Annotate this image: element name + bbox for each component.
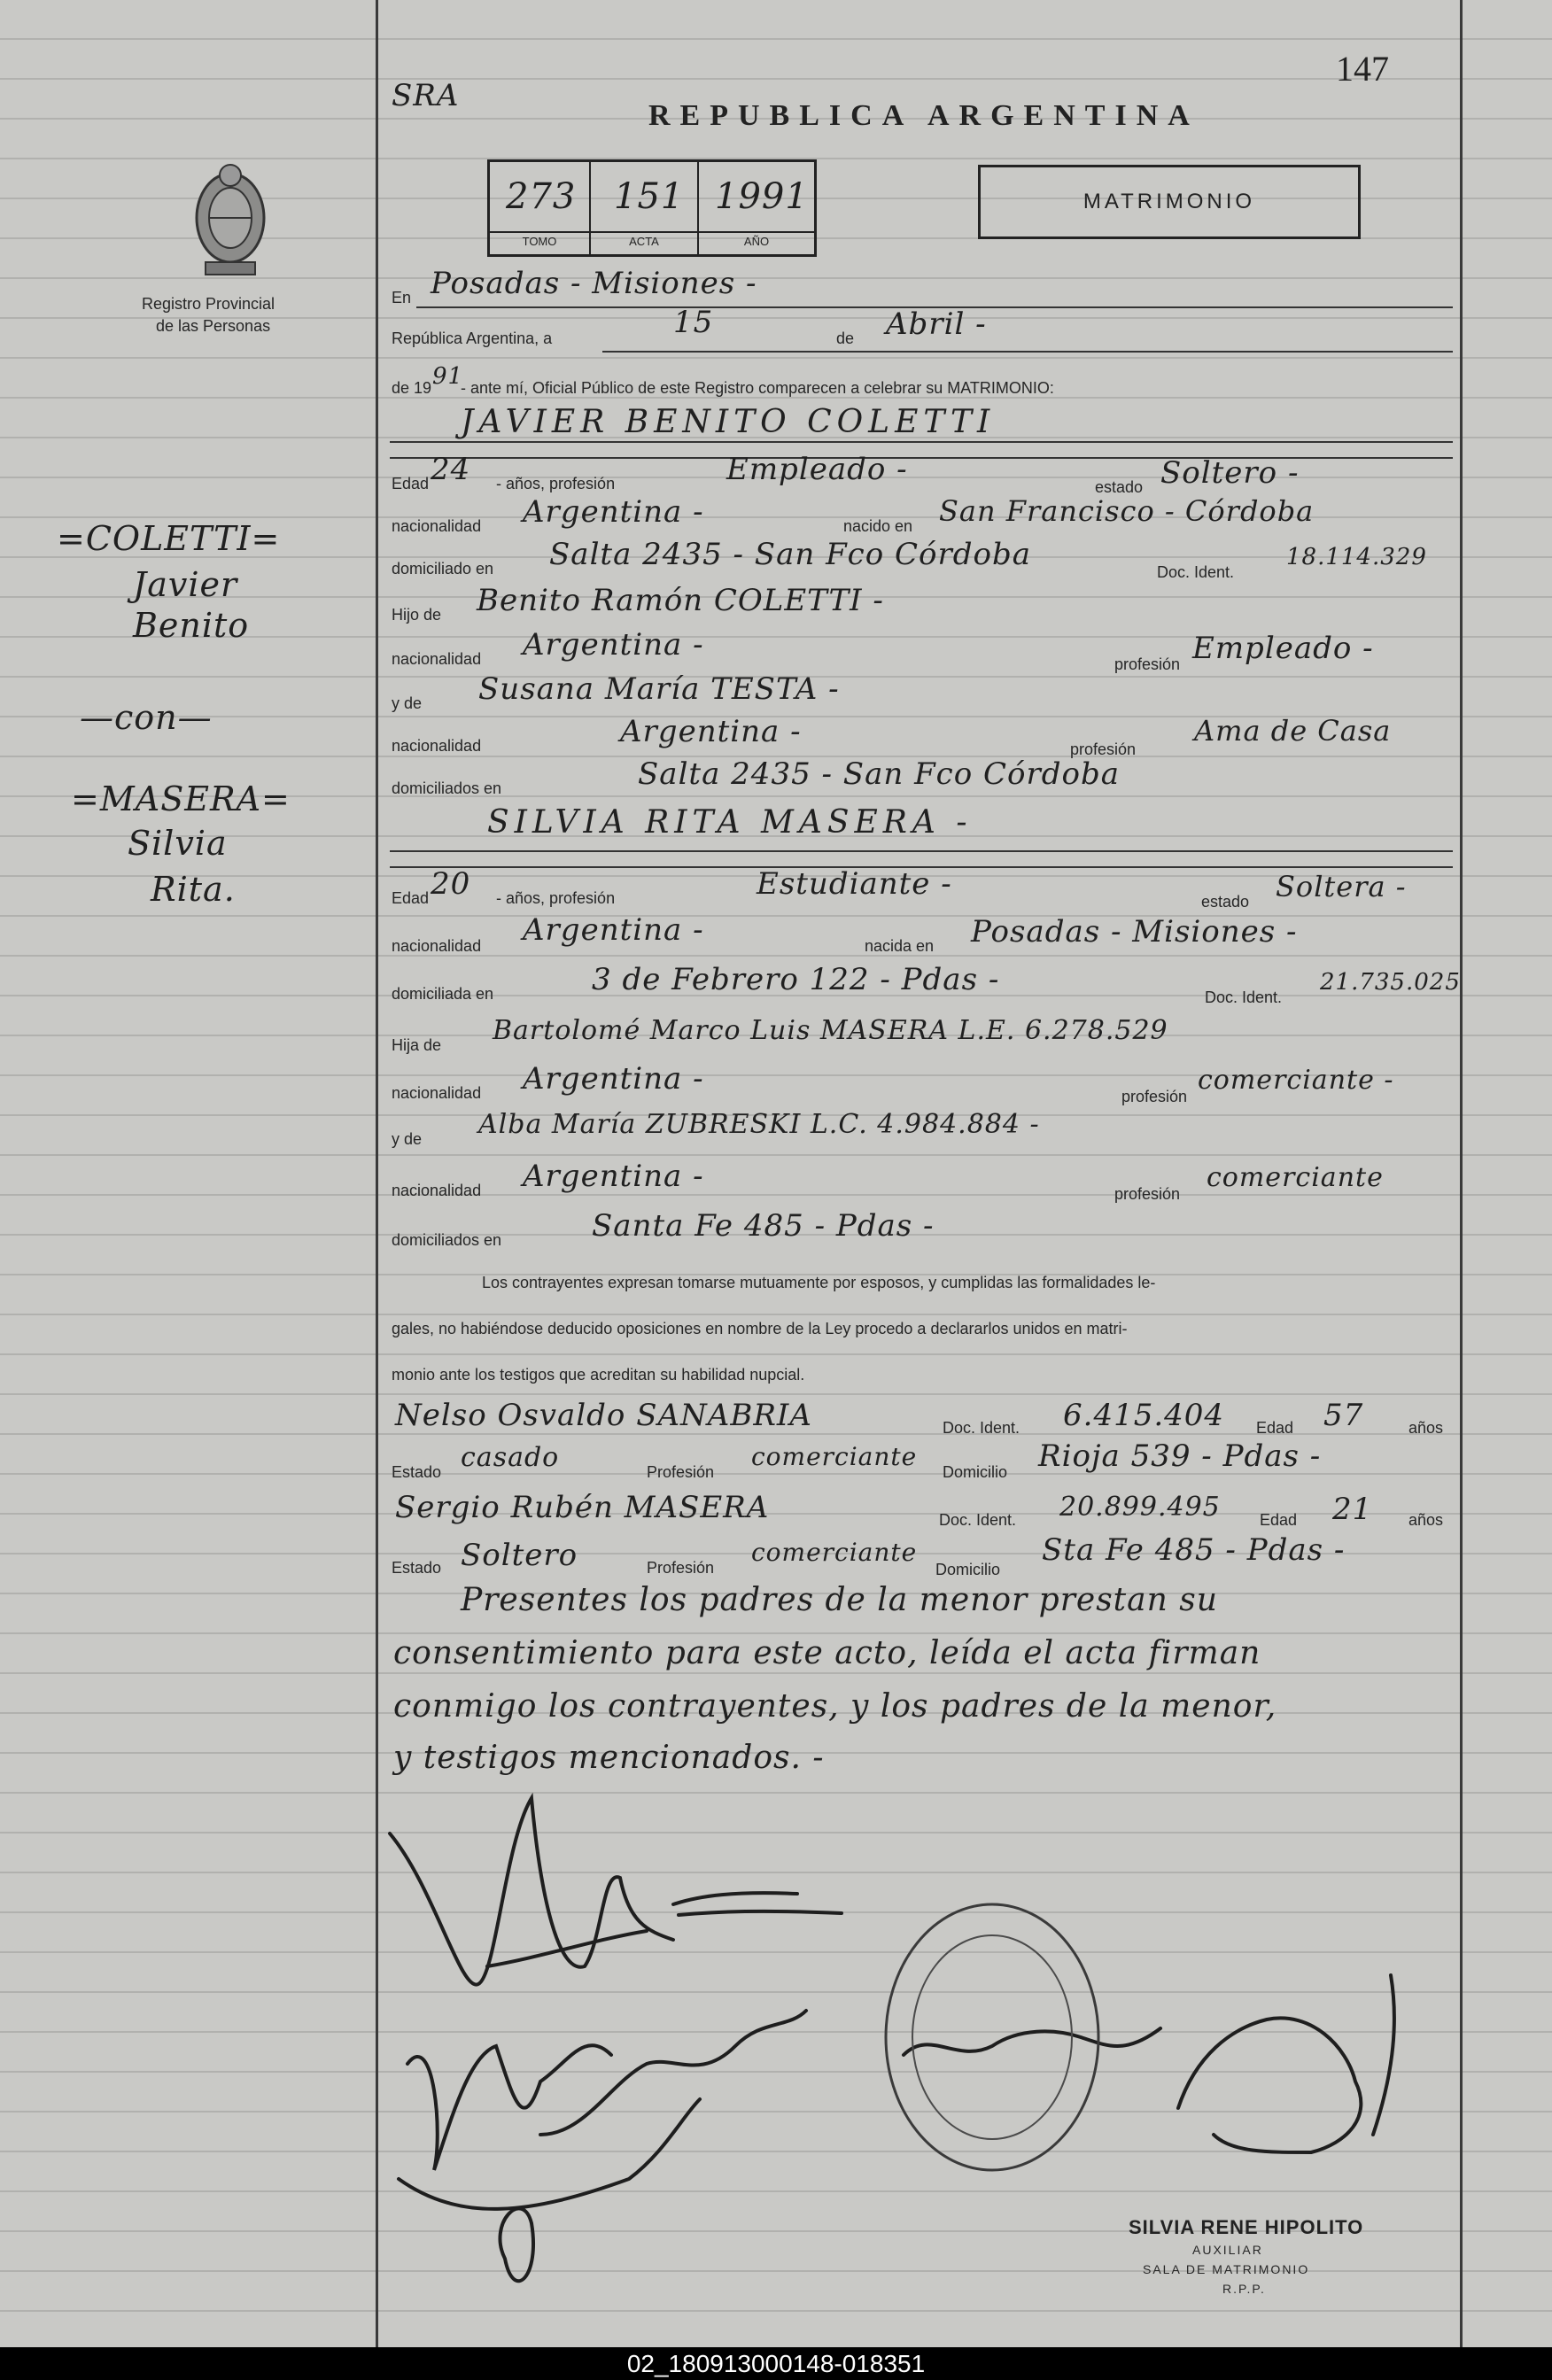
witness2-estado: Soltero	[461, 1538, 578, 1573]
bride-anos-profesion-label: - años, profesión	[496, 889, 616, 907]
witness2-edad: 21	[1332, 1492, 1373, 1527]
groom-hijo-label: Hijo de	[392, 606, 442, 624]
legal-line2: gales, no habiéndose deducido oposiciones en nombre de la Ley procedo a declararlos unidos en matri-	[392, 1320, 1128, 1337]
page-number: 147	[1336, 49, 1389, 89]
margin-rule-right	[1460, 0, 1463, 2347]
ano-label: AÑO	[743, 235, 770, 248]
initials-mark: SRA	[392, 78, 460, 113]
groom-padre-nac-label: nacionalidad	[392, 650, 482, 668]
witness1-anos-label: años	[1408, 1419, 1444, 1437]
legal-line1: Los contrayentes expresan tomarse mutuamente por esposos, y cumplidas las formalidades le-	[482, 1274, 1156, 1291]
groom-domiciliados: Salta 2435 - San Fco Córdoba	[638, 756, 1120, 792]
bride-padre-nac-label: nacionalidad	[392, 1084, 482, 1102]
groom-madre-prof: Ama de Casa	[1194, 714, 1392, 748]
groom-nacionalidad: Argentina -	[523, 494, 704, 530]
margin-con: —con—	[80, 698, 213, 737]
bride-madre-nac-label: nacionalidad	[392, 1182, 482, 1199]
bride-yde-label: y de	[392, 1130, 423, 1148]
groom-name: JAVIER BENITO COLETTI	[461, 404, 996, 440]
witness2-edad-label: Edad	[1260, 1511, 1298, 1529]
witness2-doc: 20.899.495	[1059, 1492, 1221, 1523]
signatures-area	[381, 1763, 1453, 2338]
intro-year-suffix: 91	[432, 363, 464, 390]
bride-domiciliados-label: domiciliados en	[392, 1231, 502, 1249]
notes-line4: y testigos mencionados. -	[393, 1740, 825, 1776]
official-title1: AUXILIAR	[1192, 2243, 1263, 2257]
bride-madre-prof: comerciante	[1207, 1162, 1384, 1193]
bride-nacionalidad: Argentina -	[523, 912, 704, 948]
notes-line1: Presentes los padres de la menor prestan su	[461, 1582, 1218, 1618]
margin-groom-name2: Benito	[133, 606, 250, 645]
tomo-label: TOMO	[522, 235, 557, 248]
witness1-estado-label: Estado	[392, 1463, 442, 1481]
bride-estado: Soltera -	[1276, 870, 1407, 903]
groom-doc-label: Doc. Ident.	[1157, 563, 1235, 581]
witness1-domicilio: Rioja 539 - Pdas -	[1038, 1438, 1322, 1474]
bride-madre-nac: Argentina -	[523, 1159, 704, 1194]
registry-name-line2: de las Personas	[156, 317, 271, 335]
groom-doc: 18.114.329	[1286, 544, 1427, 570]
witness1-edad-label: Edad	[1256, 1419, 1294, 1437]
bride-padre-prof: comerciante -	[1198, 1065, 1394, 1096]
bride-doc-label: Doc. Ident.	[1205, 988, 1283, 1006]
margin-bride-name2: Rita.	[151, 870, 236, 909]
groom-madre-nac: Argentina -	[620, 714, 802, 749]
country-title: REPUBLICA ARGENTINA	[648, 99, 1199, 132]
groom-madre: Susana María TESTA -	[478, 671, 840, 707]
groom-profesion: Empleado -	[726, 452, 908, 487]
bride-nacida-label: nacida en	[865, 937, 935, 955]
official-title2: SALA DE MATRIMONIO	[1143, 2262, 1310, 2276]
groom-padre-prof: Empleado -	[1192, 631, 1374, 666]
official-name: SILVIA RENE HIPOLITO	[1129, 2216, 1364, 2238]
witness2-doc-label: Doc. Ident.	[939, 1511, 1017, 1529]
coat-of-arms-seal	[188, 159, 273, 283]
bride-edad: 20	[431, 866, 471, 902]
bride-nacionalidad-label: nacionalidad	[392, 937, 482, 955]
groom-nacido-label: nacido en	[843, 517, 913, 535]
witness2-anos-label: años	[1408, 1511, 1444, 1529]
bride-name: SILVIA RITA MASERA -	[487, 804, 973, 841]
intro-place: Posadas - Misiones -	[431, 266, 757, 301]
notes-line2: consentimiento para este acto, leída el acta firman	[393, 1635, 1261, 1671]
year-prefix: de 19	[392, 379, 432, 397]
bride-padre: Bartolomé Marco Luis MASERA L.E. 6.278.529	[493, 1015, 1168, 1046]
groom-estado: Soltero -	[1160, 455, 1300, 491]
bride-edad-label: Edad	[392, 889, 430, 907]
witness1-estado: casado	[461, 1442, 560, 1473]
de-label: de	[836, 329, 855, 347]
groom-edad-label: Edad	[392, 475, 430, 492]
bride-padre-nac: Argentina -	[523, 1061, 704, 1097]
groom-nacido: San Francisco - Córdoba	[939, 494, 1315, 528]
act-type: MATRIMONIO	[1083, 190, 1256, 213]
bride-domiciliados: Santa Fe 485 - Pdas -	[592, 1208, 935, 1244]
bride-hija-label: Hija de	[392, 1036, 442, 1054]
groom-domicilio: Salta 2435 - San Fco Córdoba	[549, 537, 1031, 572]
registry-name-line1: Registro Provincial	[142, 295, 275, 313]
witness1-doc: 6.415.404	[1063, 1398, 1225, 1433]
witness2-profesion-label: Profesión	[647, 1559, 715, 1577]
notes-line3: conmigo los contrayentes, y los padres de la menor,	[393, 1688, 1277, 1725]
ano-value: 1991	[715, 176, 809, 217]
legal-line3: monio ante los testigos que acreditan su habilidad nupcial.	[392, 1366, 805, 1384]
bride-estado-label: estado	[1201, 893, 1250, 911]
groom-anos-profesion-label: - años, profesión	[496, 475, 616, 492]
groom-padre-prof-label: profesión	[1114, 655, 1181, 673]
groom-edad: 24	[431, 452, 471, 487]
image-id-footer	[0, 2347, 1552, 2380]
bride-madre-prof-label: profesión	[1114, 1185, 1181, 1203]
tomo-value: 273	[506, 176, 577, 217]
witness1-name: Nelso Osvaldo SANABRIA	[395, 1398, 812, 1433]
groom-padre: Benito Ramón COLETTI -	[477, 583, 884, 618]
margin-groom-surname: =COLETTI=	[57, 519, 281, 558]
intro-day: 15	[673, 305, 714, 340]
acta-label: ACTA	[629, 235, 659, 248]
witness2-name: Sergio Rubén MASERA	[395, 1490, 770, 1525]
intro-month: Abril -	[886, 306, 987, 342]
bride-domiciliada-label: domiciliada en	[392, 985, 494, 1003]
bride-profesion: Estudiante -	[757, 866, 952, 902]
official-title3: R.P.P.	[1222, 2282, 1266, 2296]
bride-nacida: Posadas - Misiones -	[971, 914, 1298, 950]
en-label: En	[392, 289, 412, 306]
witness1-edad: 57	[1323, 1398, 1364, 1433]
groom-padre-nac: Argentina -	[523, 627, 704, 663]
witness2-profesion: comerciante	[751, 1538, 918, 1567]
witness1-profesion: comerciante	[751, 1442, 918, 1471]
republica-label: República Argentina, a	[392, 329, 553, 347]
groom-yde-label: y de	[392, 694, 423, 712]
groom-domiciliado-label: domiciliado en	[392, 560, 494, 578]
witness2-domicilio-label: Domicilio	[935, 1561, 1001, 1578]
groom-estado-label: estado	[1095, 478, 1144, 496]
witness2-estado-label: Estado	[392, 1559, 442, 1577]
act-type-box	[978, 165, 1361, 239]
acta-value: 151	[614, 176, 685, 217]
bride-madre: Alba María ZUBRESKI L.C. 4.984.884 -	[478, 1109, 1040, 1140]
image-id: 02_180913000148-018351	[626, 2350, 926, 2377]
witness1-doc-label: Doc. Ident.	[943, 1419, 1020, 1437]
record-box	[487, 159, 817, 257]
margin-bride-name1: Silvia	[128, 824, 228, 863]
groom-madre-nac-label: nacionalidad	[392, 737, 482, 755]
witness2-domicilio: Sta Fe 485 - Pdas -	[1042, 1532, 1346, 1568]
witness1-domicilio-label: Domicilio	[943, 1463, 1008, 1481]
groom-domiciliados-label: domiciliados en	[392, 779, 502, 797]
witness1-profesion-label: Profesión	[647, 1463, 715, 1481]
bride-doc: 21.735.025	[1320, 969, 1461, 996]
margin-groom-name1: Javier	[133, 565, 238, 604]
groom-madre-prof-label: profesión	[1070, 740, 1137, 758]
groom-nacionalidad-label: nacionalidad	[392, 517, 482, 535]
intro-statement: - ante mí, Oficial Público de este Registro comparecen a celebrar su MATRIMONIO:	[461, 379, 1054, 397]
margin-bride-surname: =MASERA=	[71, 779, 291, 818]
bride-domicilio: 3 de Febrero 122 - Pdas -	[592, 962, 1000, 997]
bride-padre-prof-label: profesión	[1121, 1088, 1188, 1105]
margin-rule-left	[376, 0, 378, 2347]
